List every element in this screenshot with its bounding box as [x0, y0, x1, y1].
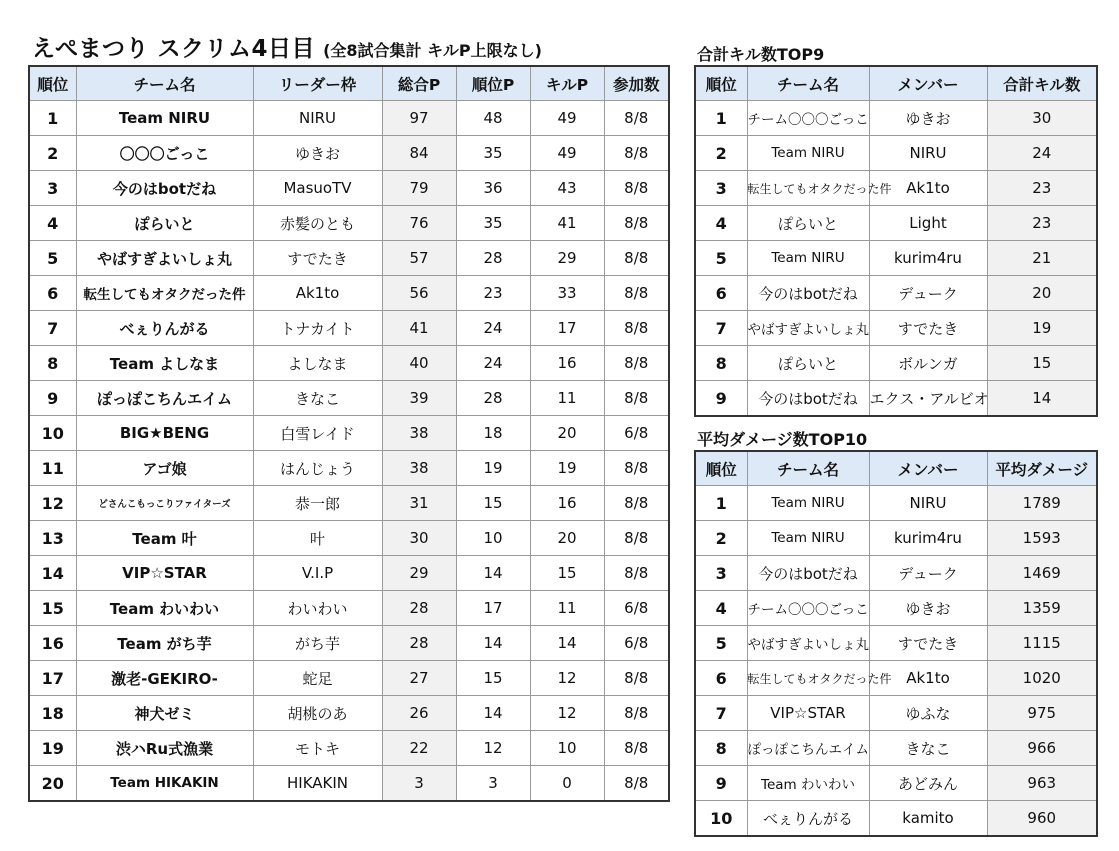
- damage-rank-cell: 9: [695, 766, 747, 801]
- col-header-rank: 順位: [29, 66, 76, 101]
- rank-cell: 14: [29, 556, 76, 591]
- kills-value-cell: 20: [987, 276, 1097, 311]
- kills-rank-cell: 8: [695, 346, 747, 381]
- total-points-cell: 28: [382, 591, 456, 626]
- games-played-cell: 8/8: [604, 731, 669, 766]
- rank-cell: 10: [29, 416, 76, 451]
- damage-value-cell: 1469: [987, 556, 1097, 591]
- team-name-cell: ぽらいと: [76, 206, 253, 241]
- damage-value-cell: 1020: [987, 661, 1097, 696]
- total-points-cell: 76: [382, 206, 456, 241]
- placement-points-cell: 24: [456, 346, 530, 381]
- team-name-cell: ぽっぽこちんエイム: [76, 381, 253, 416]
- kills-rank-cell: 4: [695, 206, 747, 241]
- games-played-cell: 8/8: [604, 276, 669, 311]
- kills-col-header-total-kills: 合計キル数: [987, 66, 1097, 101]
- total-points-cell: 57: [382, 241, 456, 276]
- standings-row: [29, 766, 669, 802]
- leader-cell: わいわい: [253, 591, 382, 626]
- damage-row: [695, 486, 1097, 521]
- kill-points-cell: 49: [530, 136, 604, 171]
- rank-cell: 12: [29, 486, 76, 521]
- damage-value-cell: 1359: [987, 591, 1097, 626]
- damage-rank-cell: 6: [695, 661, 747, 696]
- kills-rank-cell: 3: [695, 171, 747, 206]
- total-points-cell: 28: [382, 626, 456, 661]
- games-played-cell: 8/8: [604, 696, 669, 731]
- standings-table: [28, 65, 670, 802]
- damage-row: [695, 521, 1097, 556]
- team-name-cell: べぇりんがる: [76, 311, 253, 346]
- placement-points-cell: 10: [456, 521, 530, 556]
- games-played-cell: 8/8: [604, 661, 669, 696]
- leader-cell: モトキ: [253, 731, 382, 766]
- kill-points-cell: 0: [530, 766, 604, 802]
- team-name-cell: 〇〇〇ごっこ: [76, 136, 253, 171]
- col-header-total-points: 総合P: [382, 66, 456, 101]
- kills-member-cell: ゆきお: [869, 101, 987, 136]
- kills-value-cell: 19: [987, 311, 1097, 346]
- rank-cell: 11: [29, 451, 76, 486]
- placement-points-cell: 28: [456, 381, 530, 416]
- damage-row: [695, 556, 1097, 591]
- rank-cell: 4: [29, 206, 76, 241]
- kill-points-cell: 10: [530, 731, 604, 766]
- damage-rank-cell: 2: [695, 521, 747, 556]
- kills-row: [695, 171, 1097, 206]
- damage-rank-cell: 10: [695, 801, 747, 837]
- placement-points-cell: 17: [456, 591, 530, 626]
- leader-cell: 赤髪のとも: [253, 206, 382, 241]
- leader-cell: はんじょう: [253, 451, 382, 486]
- team-name-cell: 渋ハRu式漁業: [76, 731, 253, 766]
- total-points-cell: 40: [382, 346, 456, 381]
- placement-points-cell: 28: [456, 241, 530, 276]
- rank-cell: 13: [29, 521, 76, 556]
- leader-cell: V.I.P: [253, 556, 382, 591]
- damage-col-header-rank: 順位: [695, 451, 747, 486]
- kill-points-cell: 16: [530, 346, 604, 381]
- damage-row: [695, 731, 1097, 766]
- damage-team-cell: 今のはbotだね: [747, 556, 869, 591]
- standings-row: [29, 206, 669, 241]
- kills-value-cell: 23: [987, 171, 1097, 206]
- team-name-cell: どさんこもっこりファイターズ: [76, 486, 253, 521]
- standings-row: [29, 591, 669, 626]
- placement-points-cell: 23: [456, 276, 530, 311]
- rank-cell: 9: [29, 381, 76, 416]
- placement-points-cell: 14: [456, 626, 530, 661]
- standings-row: [29, 346, 669, 381]
- kill-points-cell: 12: [530, 661, 604, 696]
- kills-member-cell: エクス・アルビオ: [869, 381, 987, 417]
- rank-cell: 3: [29, 171, 76, 206]
- standings-row: [29, 556, 669, 591]
- total-points-cell: 31: [382, 486, 456, 521]
- damage-col-header-avg-damage: 平均ダメージ: [987, 451, 1097, 486]
- kills-team-cell: ぽらいと: [747, 346, 869, 381]
- leader-cell: 白雪レイド: [253, 416, 382, 451]
- standings-row: [29, 416, 669, 451]
- team-name-cell: VIP☆STAR: [76, 556, 253, 591]
- placement-points-cell: 15: [456, 661, 530, 696]
- games-played-cell: 8/8: [604, 451, 669, 486]
- col-header-team: チーム名: [76, 66, 253, 101]
- rank-cell: 6: [29, 276, 76, 311]
- damage-col-header-member: メンバー: [869, 451, 987, 486]
- damage-member-cell: すでたき: [869, 626, 987, 661]
- rank-cell: 1: [29, 101, 76, 136]
- kills-team-cell: ぽらいと: [747, 206, 869, 241]
- leader-cell: MasuoTV: [253, 171, 382, 206]
- rank-cell: 16: [29, 626, 76, 661]
- damage-row: [695, 626, 1097, 661]
- damage-row: [695, 591, 1097, 626]
- kills-rank-cell: 9: [695, 381, 747, 417]
- team-name-cell: 転生してもオタクだった件: [76, 276, 253, 311]
- kills-row: [695, 276, 1097, 311]
- games-played-cell: 8/8: [604, 101, 669, 136]
- kill-points-cell: 29: [530, 241, 604, 276]
- standings-row: [29, 731, 669, 766]
- damage-rank-cell: 5: [695, 626, 747, 661]
- damage-col-header-team: チーム名: [747, 451, 869, 486]
- standings-row: [29, 241, 669, 276]
- kills-rank-cell: 2: [695, 136, 747, 171]
- total-points-cell: 97: [382, 101, 456, 136]
- kills-team-cell: チーム〇〇〇ごっこ: [747, 101, 869, 136]
- games-played-cell: 8/8: [604, 346, 669, 381]
- damage-member-cell: NIRU: [869, 486, 987, 521]
- team-name-cell: 今のはbotだね: [76, 171, 253, 206]
- placement-points-cell: 3: [456, 766, 530, 802]
- kills-team-cell: 転生してもオタクだった件: [747, 171, 869, 206]
- kills-team-cell: 今のはbotだね: [747, 381, 869, 417]
- leader-cell: すでたき: [253, 241, 382, 276]
- leader-cell: ゆきお: [253, 136, 382, 171]
- standings-row: [29, 101, 669, 136]
- games-played-cell: 8/8: [604, 171, 669, 206]
- rank-cell: 19: [29, 731, 76, 766]
- rank-cell: 18: [29, 696, 76, 731]
- damage-rank-cell: 8: [695, 731, 747, 766]
- games-played-cell: 6/8: [604, 591, 669, 626]
- damage-member-cell: kurim4ru: [869, 521, 987, 556]
- damage-row: [695, 766, 1097, 801]
- damage-team-cell: Team わいわい: [747, 766, 869, 801]
- kills-row: [695, 381, 1097, 417]
- damage-team-cell: べぇりんがる: [747, 801, 869, 837]
- damage-team-cell: Team NIRU: [747, 486, 869, 521]
- damage-value-cell: 1789: [987, 486, 1097, 521]
- placement-points-cell: 12: [456, 731, 530, 766]
- team-name-cell: Team わいわい: [76, 591, 253, 626]
- total-points-cell: 26: [382, 696, 456, 731]
- rank-cell: 15: [29, 591, 76, 626]
- rank-cell: 20: [29, 766, 76, 802]
- damage-row: [695, 696, 1097, 731]
- kills-col-header-rank: 順位: [695, 66, 747, 101]
- leader-cell: 恭一郎: [253, 486, 382, 521]
- kill-points-cell: 12: [530, 696, 604, 731]
- games-played-cell: 8/8: [604, 766, 669, 802]
- damage-team-cell: チーム〇〇〇ごっこ: [747, 591, 869, 626]
- kill-points-cell: 11: [530, 381, 604, 416]
- col-header-placement-points: 順位P: [456, 66, 530, 101]
- kills-col-header-team: チーム名: [747, 66, 869, 101]
- kills-rank-cell: 1: [695, 101, 747, 136]
- damage-member-cell: ゆきお: [869, 591, 987, 626]
- games-played-cell: 8/8: [604, 311, 669, 346]
- total-points-cell: 22: [382, 731, 456, 766]
- page-title-note: (全8試合集計 キルP上限なし): [323, 41, 542, 60]
- kill-points-cell: 43: [530, 171, 604, 206]
- kill-points-cell: 49: [530, 101, 604, 136]
- kills-table-title: 合計キル数TOP9: [697, 45, 825, 64]
- games-played-cell: 6/8: [604, 626, 669, 661]
- page-title: [32, 30, 542, 63]
- damage-value-cell: 1115: [987, 626, 1097, 661]
- total-points-cell: 79: [382, 171, 456, 206]
- team-name-cell: Team HIKAKIN: [76, 766, 253, 802]
- damage-rank-cell: 1: [695, 486, 747, 521]
- damage-team-cell: VIP☆STAR: [747, 696, 869, 731]
- damage-value-cell: 963: [987, 766, 1097, 801]
- col-header-games-played: 参加数: [604, 66, 669, 101]
- kill-points-cell: 17: [530, 311, 604, 346]
- standings-row: [29, 521, 669, 556]
- kills-value-cell: 24: [987, 136, 1097, 171]
- damage-member-cell: デューク: [869, 556, 987, 591]
- damage-rank-cell: 4: [695, 591, 747, 626]
- damage-value-cell: 966: [987, 731, 1097, 766]
- damage-header-row: [695, 451, 1097, 486]
- placement-points-cell: 24: [456, 311, 530, 346]
- total-points-cell: 29: [382, 556, 456, 591]
- placement-points-cell: 15: [456, 486, 530, 521]
- rank-cell: 2: [29, 136, 76, 171]
- total-points-cell: 38: [382, 451, 456, 486]
- kills-row: [695, 101, 1097, 136]
- damage-rank-cell: 7: [695, 696, 747, 731]
- kills-value-cell: 23: [987, 206, 1097, 241]
- page-title-main: えぺまつり スクリム4日目: [32, 36, 316, 62]
- leader-cell: HIKAKIN: [253, 766, 382, 802]
- rank-cell: 8: [29, 346, 76, 381]
- standings-row: [29, 171, 669, 206]
- kills-member-cell: Light: [869, 206, 987, 241]
- kill-points-cell: 15: [530, 556, 604, 591]
- kills-member-cell: NIRU: [869, 136, 987, 171]
- kills-rank-cell: 7: [695, 311, 747, 346]
- kill-points-cell: 14: [530, 626, 604, 661]
- standings-row: [29, 451, 669, 486]
- damage-member-cell: Ak1to: [869, 661, 987, 696]
- kills-member-cell: Ak1to: [869, 171, 987, 206]
- games-played-cell: 8/8: [604, 241, 669, 276]
- damage-member-cell: きなこ: [869, 731, 987, 766]
- total-points-cell: 84: [382, 136, 456, 171]
- damage-member-cell: あどみん: [869, 766, 987, 801]
- placement-points-cell: 48: [456, 101, 530, 136]
- standings-row: [29, 311, 669, 346]
- kills-value-cell: 14: [987, 381, 1097, 417]
- damage-value-cell: 1593: [987, 521, 1097, 556]
- col-header-kill-points: キルP: [530, 66, 604, 101]
- kills-member-cell: すでたき: [869, 311, 987, 346]
- leader-cell: Ak1to: [253, 276, 382, 311]
- leader-cell: きなこ: [253, 381, 382, 416]
- kills-team-cell: やばすぎよいしょ丸: [747, 311, 869, 346]
- placement-points-cell: 19: [456, 451, 530, 486]
- kills-rank-cell: 6: [695, 276, 747, 311]
- team-name-cell: 神犬ゼミ: [76, 696, 253, 731]
- kills-row: [695, 311, 1097, 346]
- total-points-cell: 30: [382, 521, 456, 556]
- kill-points-cell: 11: [530, 591, 604, 626]
- kills-value-cell: 15: [987, 346, 1097, 381]
- team-name-cell: アゴ娘: [76, 451, 253, 486]
- total-points-cell: 39: [382, 381, 456, 416]
- team-name-cell: Team よしなま: [76, 346, 253, 381]
- damage-row: [695, 801, 1097, 837]
- team-name-cell: 激老-GEKIRO-: [76, 661, 253, 696]
- damage-member-cell: ゆふな: [869, 696, 987, 731]
- damage-value-cell: 975: [987, 696, 1097, 731]
- team-name-cell: Team 叶: [76, 521, 253, 556]
- damage-top-table: [694, 450, 1098, 837]
- kills-team-cell: Team NIRU: [747, 241, 869, 276]
- kills-member-cell: デューク: [869, 276, 987, 311]
- placement-points-cell: 35: [456, 136, 530, 171]
- total-points-cell: 3: [382, 766, 456, 802]
- team-name-cell: やばすぎよいしょ丸: [76, 241, 253, 276]
- kills-rank-cell: 5: [695, 241, 747, 276]
- standings-row: [29, 486, 669, 521]
- kill-points-cell: 19: [530, 451, 604, 486]
- games-played-cell: 8/8: [604, 486, 669, 521]
- damage-team-cell: 転生してもオタクだった件: [747, 661, 869, 696]
- damage-team-cell: ぽっぽこちんエイム: [747, 731, 869, 766]
- kills-row: [695, 136, 1097, 171]
- damage-team-cell: Team NIRU: [747, 521, 869, 556]
- kills-row: [695, 346, 1097, 381]
- leader-cell: NIRU: [253, 101, 382, 136]
- rank-cell: 17: [29, 661, 76, 696]
- kills-value-cell: 21: [987, 241, 1097, 276]
- games-played-cell: 8/8: [604, 381, 669, 416]
- damage-rank-cell: 3: [695, 556, 747, 591]
- kills-col-header-member: メンバー: [869, 66, 987, 101]
- leader-cell: よしなま: [253, 346, 382, 381]
- leader-cell: 蛇足: [253, 661, 382, 696]
- kills-team-cell: Team NIRU: [747, 136, 869, 171]
- standings-row: [29, 136, 669, 171]
- total-points-cell: 41: [382, 311, 456, 346]
- kills-row: [695, 206, 1097, 241]
- kill-points-cell: 16: [530, 486, 604, 521]
- standings-row: [29, 696, 669, 731]
- damage-row: [695, 661, 1097, 696]
- kills-row: [695, 241, 1097, 276]
- kills-top-table: [694, 65, 1098, 417]
- standings-row: [29, 381, 669, 416]
- standings-row: [29, 276, 669, 311]
- team-name-cell: Team NIRU: [76, 101, 253, 136]
- kills-team-cell: 今のはbotだね: [747, 276, 869, 311]
- kill-points-cell: 20: [530, 416, 604, 451]
- leader-cell: がち芋: [253, 626, 382, 661]
- placement-points-cell: 14: [456, 556, 530, 591]
- kills-member-cell: kurim4ru: [869, 241, 987, 276]
- games-played-cell: 8/8: [604, 556, 669, 591]
- standings-row: [29, 661, 669, 696]
- kills-member-cell: ボルンガ: [869, 346, 987, 381]
- team-name-cell: Team がち芋: [76, 626, 253, 661]
- rank-cell: 7: [29, 311, 76, 346]
- damage-value-cell: 960: [987, 801, 1097, 837]
- placement-points-cell: 18: [456, 416, 530, 451]
- kills-header-row: [695, 66, 1097, 101]
- placement-points-cell: 36: [456, 171, 530, 206]
- leader-cell: 胡桃のあ: [253, 696, 382, 731]
- standings-header-row: [29, 66, 669, 101]
- damage-member-cell: kamito: [869, 801, 987, 837]
- kill-points-cell: 41: [530, 206, 604, 241]
- placement-points-cell: 14: [456, 696, 530, 731]
- kill-points-cell: 20: [530, 521, 604, 556]
- col-header-leader: リーダー枠: [253, 66, 382, 101]
- team-name-cell: BIG★BENG: [76, 416, 253, 451]
- games-played-cell: 8/8: [604, 136, 669, 171]
- damage-table-title: 平均ダメージ数TOP10: [697, 430, 868, 449]
- damage-team-cell: やばすぎよいしょ丸: [747, 626, 869, 661]
- total-points-cell: 27: [382, 661, 456, 696]
- standings-row: [29, 626, 669, 661]
- kill-points-cell: 33: [530, 276, 604, 311]
- leader-cell: トナカイト: [253, 311, 382, 346]
- total-points-cell: 38: [382, 416, 456, 451]
- games-played-cell: 6/8: [604, 416, 669, 451]
- games-played-cell: 8/8: [604, 206, 669, 241]
- games-played-cell: 8/8: [604, 521, 669, 556]
- total-points-cell: 56: [382, 276, 456, 311]
- placement-points-cell: 35: [456, 206, 530, 241]
- leader-cell: 叶: [253, 521, 382, 556]
- rank-cell: 5: [29, 241, 76, 276]
- kills-value-cell: 30: [987, 101, 1097, 136]
